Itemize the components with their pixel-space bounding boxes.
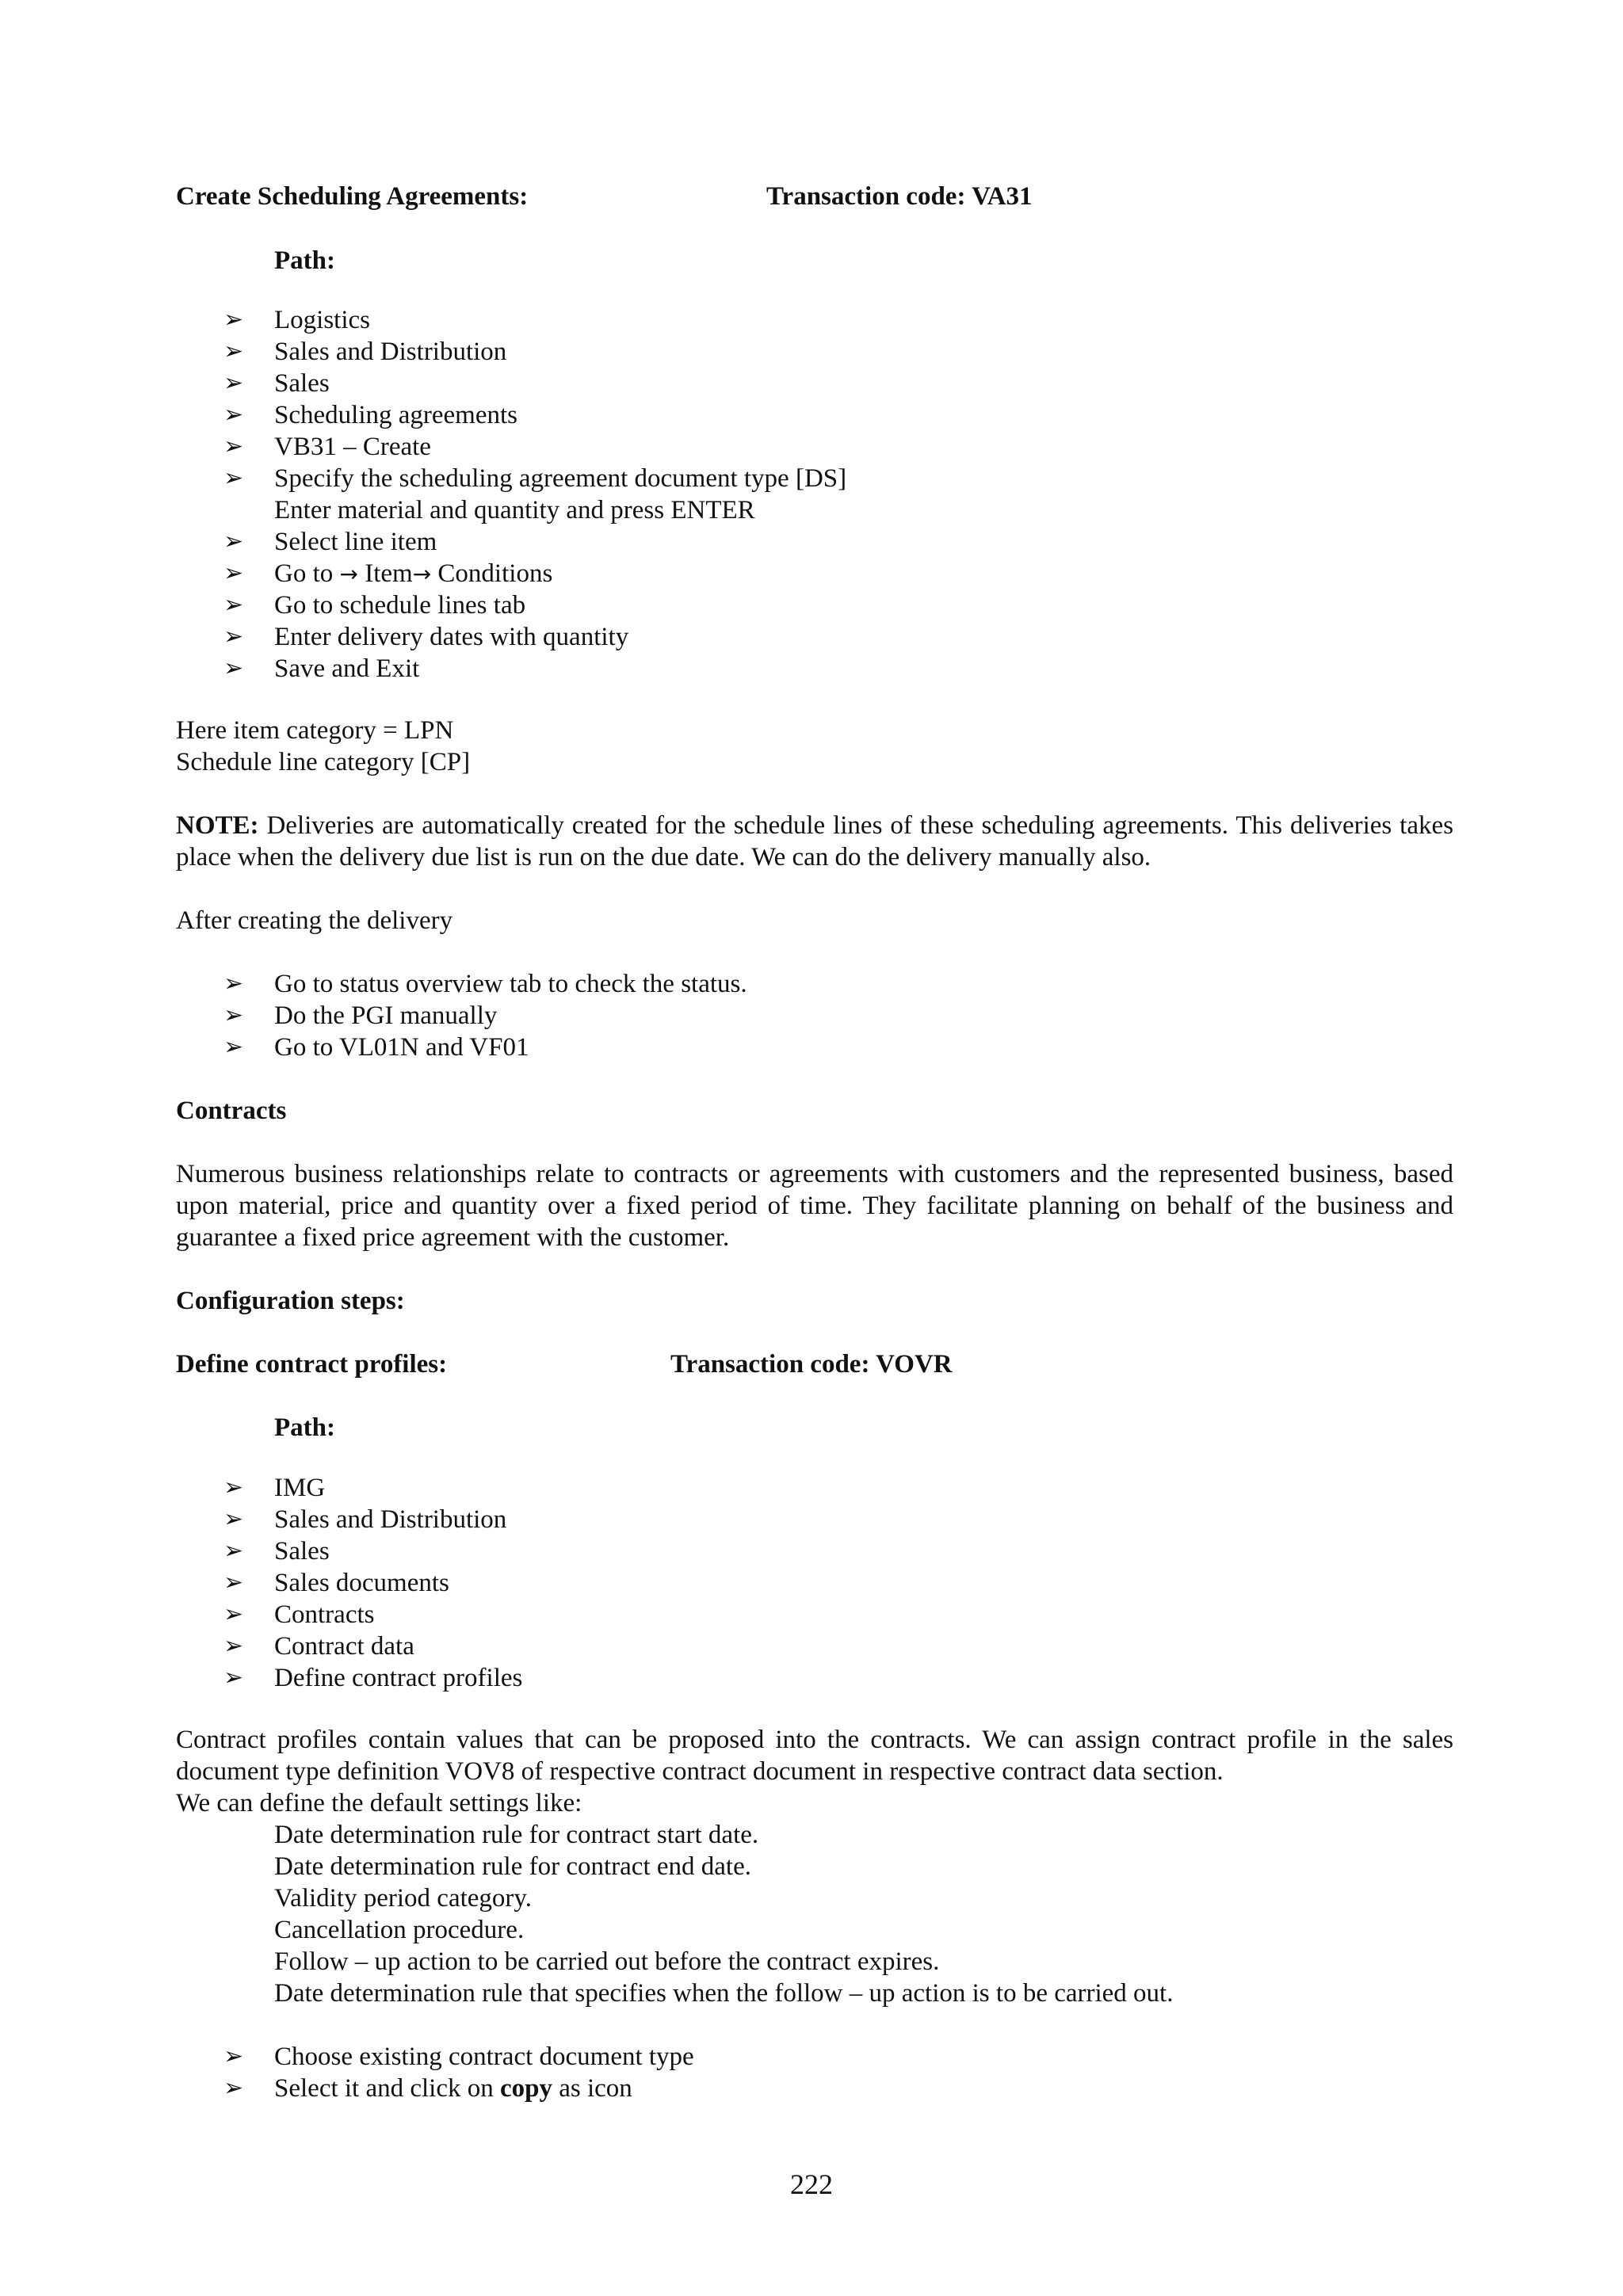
transaction-code: Transaction code: VA31 bbox=[766, 182, 1033, 211]
right-arrow-icon: → bbox=[412, 561, 432, 587]
list-item: ➢ Sales bbox=[223, 1537, 330, 1566]
arrowhead-bullet-icon: ➢ bbox=[223, 1632, 244, 1660]
list-item: ➢ Do the PGI manually bbox=[223, 1001, 498, 1030]
arrowhead-bullet-icon: ➢ bbox=[223, 338, 244, 365]
arrowhead-bullet-icon: ➢ bbox=[223, 623, 244, 650]
note-text: Deliveries are automatically created for the schedule lines of these scheduling agreements. This deliveries takes place when the delivery due list is run on the due date. We can do the delivery manually also. bbox=[176, 811, 1453, 871]
list-item: ➢ Go to schedule lines tab bbox=[223, 591, 526, 620]
arrowhead-bullet-icon: ➢ bbox=[223, 1569, 244, 1596]
defaults-intro-line: We can define the default settings like: bbox=[176, 1789, 582, 1817]
list-item: ➢ Go to VL01N and VF01 bbox=[223, 1033, 529, 1062]
arrowhead-bullet-icon: ➢ bbox=[223, 970, 244, 997]
arrowhead-bullet-icon: ➢ bbox=[223, 433, 244, 460]
path-label: Path: bbox=[274, 1413, 335, 1442]
list-item: ➢ Sales bbox=[223, 369, 330, 398]
arrowhead-bullet-icon: ➢ bbox=[223, 1537, 244, 1565]
path-label: Path: bbox=[274, 246, 335, 275]
arrowhead-bullet-icon: ➢ bbox=[223, 1474, 244, 1501]
define-contract-profiles-title: Define contract profiles: bbox=[176, 1350, 448, 1379]
list-item: ➢ Save and Exit bbox=[223, 654, 420, 683]
list-item: ➢ Contracts bbox=[223, 1600, 375, 1629]
list-item: ➢ Contract data bbox=[223, 1632, 414, 1661]
arrowhead-bullet-icon: ➢ bbox=[223, 591, 244, 619]
after-delivery-steps-list bbox=[223, 968, 747, 1063]
list-item: ➢ Scheduling agreements bbox=[223, 401, 517, 429]
arrowhead-bullet-icon: ➢ bbox=[223, 401, 244, 429]
list-item: ➢ Choose existing contract document type bbox=[223, 2042, 694, 2071]
final-steps-list bbox=[223, 2041, 694, 2104]
note-label: NOTE: bbox=[176, 811, 259, 840]
list-item: Follow – up action to be carried out before the contract expires. bbox=[274, 1947, 940, 1976]
list-item: Date determination rule for contract end date. bbox=[274, 1852, 751, 1881]
arrowhead-bullet-icon: ➢ bbox=[223, 1033, 244, 1061]
schedule-line-category-line: Schedule line category [CP] bbox=[176, 748, 471, 776]
arrowhead-bullet-icon: ➢ bbox=[223, 1600, 244, 1628]
list-item: ➢ Go to status overview tab to check the status. bbox=[223, 970, 747, 998]
arrowhead-bullet-icon: ➢ bbox=[223, 654, 244, 682]
list-item: ➢ Logistics bbox=[223, 306, 370, 334]
list-item: ➢ Specify the scheduling agreement document type [DS] bbox=[223, 464, 847, 493]
section-title: Create Scheduling Agreements: bbox=[176, 182, 529, 211]
list-item: Date determination rule for contract start date. bbox=[274, 1821, 759, 1849]
arrowhead-bullet-icon: ➢ bbox=[223, 2074, 244, 2102]
list-item: Date determination rule that specifies when the follow – up action is to be carried out. bbox=[274, 1979, 1174, 2008]
item-category-line: Here item category = LPN bbox=[176, 716, 454, 745]
note-paragraph bbox=[176, 810, 1453, 873]
arrowhead-bullet-icon: ➢ bbox=[223, 464, 244, 492]
path-steps-list bbox=[223, 304, 846, 685]
contracts-heading: Contracts bbox=[176, 1097, 287, 1125]
list-item-continuation: Enter material and quantity and press ENTER bbox=[274, 496, 755, 524]
arrowhead-bullet-icon: ➢ bbox=[223, 1001, 244, 1029]
list-item-goto: ➢ Go to → Item→ Conditions bbox=[223, 559, 553, 588]
arrowhead-bullet-icon: ➢ bbox=[223, 2042, 244, 2070]
arrowhead-bullet-icon: ➢ bbox=[223, 369, 244, 397]
arrowhead-bullet-icon: ➢ bbox=[223, 528, 244, 555]
arrowhead-bullet-icon: ➢ bbox=[223, 306, 244, 334]
contract-path-steps-list bbox=[223, 1472, 522, 1694]
list-item: ➢ Select line item bbox=[223, 528, 437, 556]
arrowhead-bullet-icon: ➢ bbox=[223, 1664, 244, 1691]
arrowhead-bullet-icon: ➢ bbox=[223, 559, 244, 587]
contracts-intro-paragraph: Numerous business relationships relate to contracts or agreements with customers and the represented business, based upon material, price and quantity over a fixed period of time. They facilitate planning on behalf of the business and guarantee a fixed price agreement with the customer. bbox=[176, 1160, 1453, 1252]
list-item: ➢ Select it and click on copy as icon bbox=[223, 2074, 632, 2103]
list-item: ➢ Define contract profiles bbox=[223, 1664, 523, 1692]
list-item: ➢ IMG bbox=[223, 1474, 326, 1502]
list-item: ➢ Sales and Distribution bbox=[223, 1505, 507, 1534]
list-item: Validity period category. bbox=[274, 1884, 533, 1913]
list-item: ➢ VB31 – Create bbox=[223, 433, 431, 461]
default-settings-list bbox=[274, 1819, 1173, 2009]
transaction-code: Transaction code: VOVR bbox=[670, 1350, 953, 1379]
list-item: ➢ Enter delivery dates with quantity bbox=[223, 623, 629, 651]
page-number: 222 bbox=[790, 2168, 833, 2200]
right-arrow-icon: → bbox=[339, 561, 358, 587]
after-delivery-line: After creating the delivery bbox=[176, 906, 453, 935]
arrowhead-bullet-icon: ➢ bbox=[223, 1505, 244, 1533]
contract-profiles-paragraph: Contract profiles contain values that can be proposed into the contracts. We can assign contract profile in the sales document type definition VOV8 of respective contract document in respective contract data section. bbox=[176, 1726, 1453, 1786]
configuration-heading: Configuration steps: bbox=[176, 1287, 405, 1315]
list-item: Cancellation procedure. bbox=[274, 1916, 525, 1944]
list-item: ➢ Sales and Distribution bbox=[223, 338, 507, 366]
list-item: ➢ Sales documents bbox=[223, 1569, 449, 1597]
